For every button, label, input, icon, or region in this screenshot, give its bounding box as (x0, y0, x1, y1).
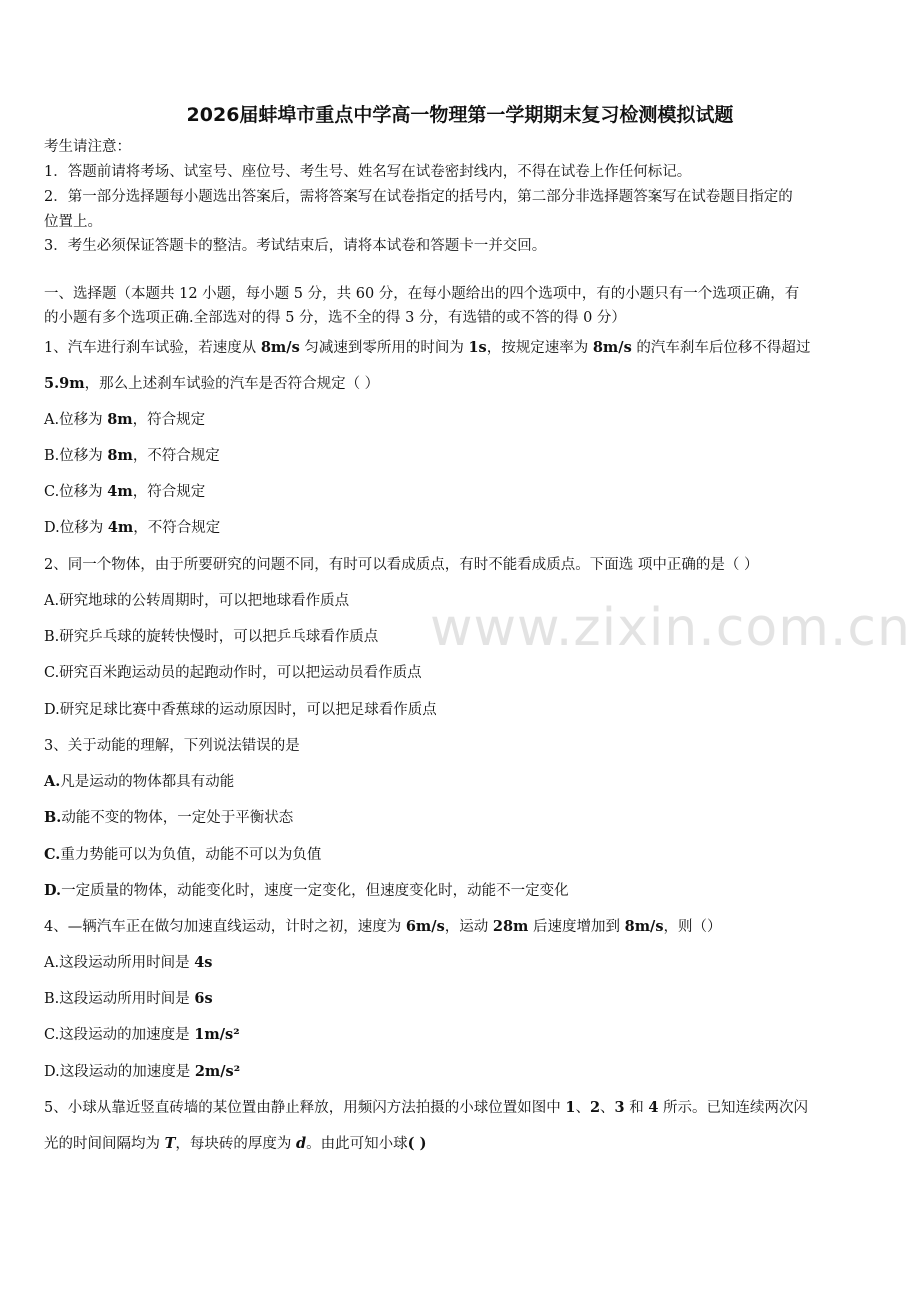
question-1-stem-cont: 5.9m，那么上述刹车试验的汽车是否符合规定（ ） (44, 375, 380, 392)
question-1-option-c: C.位移为 4m，符合规定 (44, 483, 206, 500)
question-5-stem-cont: 光的时间间隔均为 T，每块砖的厚度为 d。由此可知小球( ) (44, 1135, 427, 1152)
question-2-option-c: C.研究百米跑运动员的起跑动作时，可以把运动员看作质点 (44, 665, 422, 681)
notice-item: 2．第一部分选择题每小题选出答案后，需将答案写在试卷指定的括号内，第二部分非选择题答案写在试卷题目指定的 (44, 189, 793, 205)
watermark: www.zixin.com.cn (430, 598, 911, 658)
question-1-stem: 1、汽车进行刹车试验，若速度从 8m/s 匀减速到零所用的时间为 1s，按规定速率为 8m/s 的汽车刹车后位移不得超过 (44, 339, 811, 356)
notice-item: 3．考生必须保证答题卡的整洁。考试结束后，请将本试卷和答题卡一并交回。 (44, 238, 547, 254)
question-1-option-d: D.位移为 4m，不符合规定 (44, 519, 221, 536)
notice-item: 1．答题前请将考场、试室号、座位号、考生号、姓名写在试卷密封线内，不得在试卷上作任何标记。 (44, 164, 692, 180)
page-title: 2026届蚌埠市重点中学高一物理第一学期期末复习检测模拟试题 (186, 104, 734, 126)
section-heading-cont: 的小题有多个选项正确.全部选对的得 5 分，选不全的得 3 分，有选错的或不答的得 0 分） (44, 310, 626, 326)
question-3-option-c: C.重力势能可以为负值，动能不可以为负值 (44, 846, 322, 863)
question-5-stem: 5、小球从靠近竖直砖墙的某位置由静止释放，用频闪方法拍摄的小球位置如图中 1、2、3 和 4 所示。已知连续两次闪 (44, 1099, 809, 1116)
question-4-option-c: C.这段运动的加速度是 1m/s² (44, 1026, 240, 1043)
question-2-option-b: B.研究乒乓球的旋转快慢时，可以把乒乓球看作质点 (44, 629, 379, 645)
question-2-stem: 2、同一个物体，由于所要研究的问题不同，有时可以看成质点，有时不能看成质点。下面选 项中正确的是（ ） (44, 557, 759, 573)
question-3-option-b: B.动能不变的物体，一定处于平衡状态 (44, 809, 294, 826)
question-3-option-a: A.凡是运动的物体都具有动能 (44, 773, 235, 790)
section-heading: 一、选择题（本题共 12 小题，每小题 5 分，共 60 分，在每小题给出的四个选项中，有的小题只有一个选项正确，有 (44, 286, 800, 302)
question-4-option-b: B.这段运动所用时间是 6s (44, 990, 213, 1007)
question-1-option-a: A.位移为 8m，符合规定 (44, 411, 206, 428)
question-1-option-b: B.位移为 8m，不符合规定 (44, 447, 220, 464)
question-3-stem: 3、关于动能的理解，下列说法错误的是 (44, 738, 300, 754)
question-4-stem: 4、—辆汽车正在做匀加速直线运动，计时之初，速度为 6m/s，运动 28m 后速度增加到 8m/s，则（） (44, 918, 722, 935)
question-4-option-a: A.这段运动所用时间是 4s (44, 954, 213, 971)
question-4-option-d: D.这段运动的加速度是 2m/s² (44, 1063, 241, 1080)
question-2-option-d: D.研究足球比赛中香蕉球的运动原因时，可以把足球看作质点 (44, 702, 437, 718)
notice-item: 位置上。 (44, 214, 102, 230)
notice-heading: 考生请注意： (44, 139, 131, 155)
question-2-option-a: A.研究地球的公转周期时，可以把地球看作质点 (44, 593, 350, 609)
question-3-option-d: D.一定质量的物体，动能变化时，速度一定变化，但速度变化时，动能不一定变化 (44, 882, 569, 899)
